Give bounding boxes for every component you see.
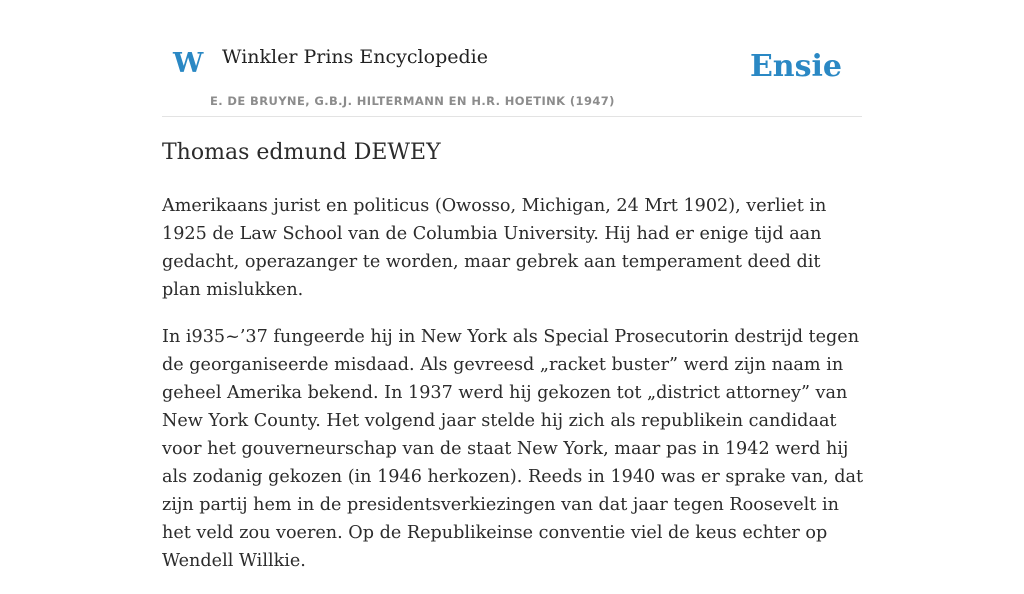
source-header [162, 0, 862, 117]
source-authors: E. DE BRUYNE, G.B.J. HILTERMANN EN H.R. HOETINK (1947) [210, 94, 615, 108]
article-body [162, 192, 864, 594]
ensie-logo-link[interactable]: Ensie [749, 49, 842, 84]
article-title: Thomas edmund DEWEY [162, 140, 441, 165]
winkler-prins-logo: W [173, 48, 204, 79]
article-paragraph: In i935~’37 fungeerde hij in New York als Special Prosecutorin destrijd tegen de georganiseerde misdaad. Als gevreesd „racket buster” werd zijn naam in geheel Amerika bekend. In 1937 werd hij gekozen tot „district attorney” van New York County. Het volgend jaar stelde hij zich als republikein candidaat voor het gouverneurschap van de staat New York, maar pas in 1942 werd hij als zodanig gekozen (in 1946 herkozen). Reeds in 1940 was er sprake van, dat zijn partij hem in de presidentsverkiezingen van dat jaar tegen Roosevelt in het veld zou voeren. Op de Republikeinse conventie viel de keus echter op Wendell Willkie. [162, 327, 864, 571]
source-title[interactable]: Winkler Prins Encyclopedie [222, 46, 488, 68]
article-paragraph: Amerikaans jurist en politicus (Owosso, Michigan, 24 Mrt 1902), verliet in 1925 de Law School van de Columbia University. Hij had er enige tijd aan gedacht, operazanger te worden, maar gebrek aan temperament deed dit plan mislukken. [162, 196, 827, 300]
